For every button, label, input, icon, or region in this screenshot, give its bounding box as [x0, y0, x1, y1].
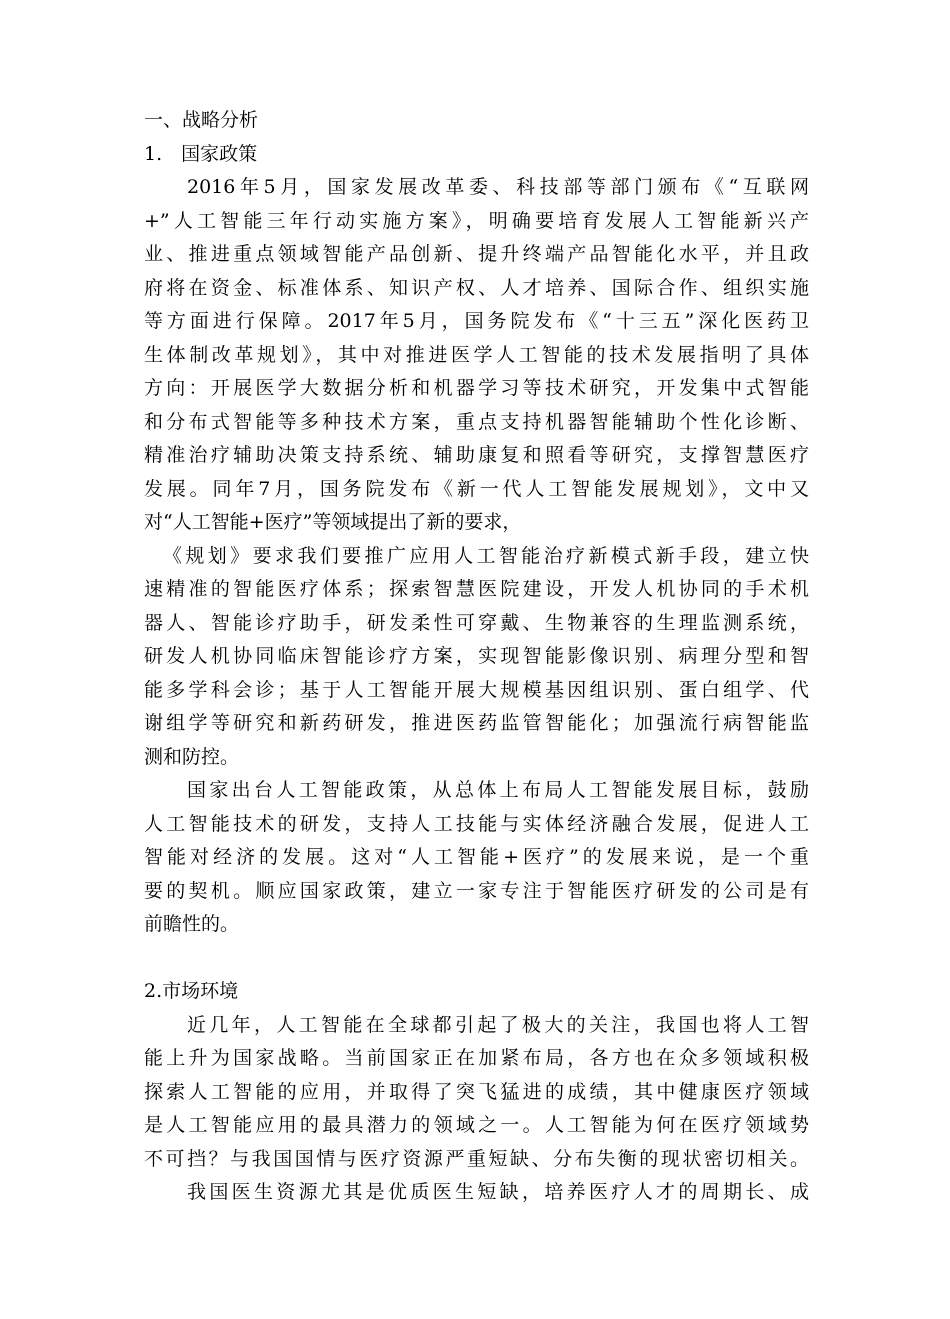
text-line: 智能对经济的发展。这对“人工智能+医疗”的发展来说，是一个重 — [144, 846, 809, 868]
paragraph-market-2 — [144, 1176, 809, 1210]
text-line: +”人工智能三年行动实施方案》，明确要培育发展人工智能新兴产 — [144, 209, 809, 232]
paragraph-market-1 — [144, 1009, 809, 1177]
text-line: 府将在资金、标准体系、知识产权、人才培养、国际合作、组织实施 — [144, 276, 809, 299]
text-line: 2016年5月，国家发展改革委、科技部等部门颁布《“互联网 — [187, 176, 809, 198]
text-line: 我国医生资源尤其是优质医生短缺，培养医疗人才的周期长、成 — [187, 1181, 809, 1203]
text-line: 能上升为国家战略。当前国家正在加紧布局，各方也在众多领域积极 — [144, 1047, 809, 1069]
text-line: 器人、智能诊疗助手，研发柔性可穿戴、生物兼容的生理监测系统， — [144, 611, 809, 634]
text-line: 生体制改革规划》，其中对推进医学人工智能的技术发展指明了具体 — [144, 343, 809, 366]
text-line: 对“人工智能+医疗”等领域提出了新的要求， — [144, 511, 522, 533]
document-page — [144, 104, 809, 1210]
paragraph-policy-1 — [144, 171, 809, 540]
text-line: 人工智能技术的研发，支持人工技能与实体经济融合发展，促进人工 — [144, 812, 809, 835]
text-line: 发展。同年7月，国务院发布《新一代人工智能发展规划》，文中又 — [144, 477, 809, 500]
text-line: 国家出台人工智能政策，从总体上布局人工智能发展目标，鼓励 — [187, 779, 809, 801]
text-line: 和分布式智能等多种技术方案，重点支持机器智能辅助个性化诊断、 — [144, 410, 809, 433]
text-line: 方向：开展医学大数据分析和机器学习等技术研究，开发集中式智能 — [144, 377, 809, 399]
subsection-title-market-environment: 2.市场环境 — [144, 980, 239, 1002]
subsection-title-national-policy: 1. 国家政策 — [144, 142, 258, 165]
text-line: 近几年，人工智能在全球都引起了极大的关注，我国也将人工智 — [187, 1013, 809, 1036]
text-line: 前瞻性的。 — [144, 913, 240, 935]
text-line: 《规划》要求我们要推广应用人工智能治疗新模式新手段，建立快 — [163, 544, 809, 567]
text-line: 速精准的智能医疗体系；探索智慧医院建设，开发人机协同的手术机 — [144, 578, 809, 600]
paragraph-policy-2 — [144, 540, 809, 775]
blank-line — [144, 942, 809, 976]
section-title: 一、战略分析 — [144, 109, 259, 131]
text-line: 能多学科会诊；基于人工智能开展大规模基因组识别、蛋白组学、代 — [144, 678, 809, 701]
text-line: 谢组学等研究和新药研发，推进医药监管智能化；加强流行病智能监 — [144, 712, 809, 734]
text-line: 不可挡？与我国国情与医疗资源严重短缺、分布失衡的现状密切相关。 — [144, 1147, 809, 1170]
text-line: 测和防控。 — [144, 745, 240, 768]
text-line: 研发人机协同临床智能诊疗方案，实现智能影像识别、病理分型和智 — [144, 645, 809, 667]
text-line: 等方面进行保障。2017年5月，国务院发布《“十三五”深化医药卫 — [144, 310, 809, 332]
text-line: 探索人工智能的应用，并取得了突飞猛进的成绩，其中健康医疗领域 — [144, 1080, 809, 1103]
text-line: 精准治疗辅助决策支持系统、辅助康复和照看等研究，支撑智慧医疗 — [144, 444, 809, 466]
text-line: 要的契机。顺应国家政策，建立一家专注于智能医疗研发的公司是有 — [144, 879, 809, 902]
paragraph-policy-3 — [144, 774, 809, 942]
text-line: 是人工智能应用的最具潜力的领域之一。人工智能为何在医疗领域势 — [144, 1114, 809, 1136]
text-line: 业、推进重点领域智能产品创新、提升终端产品智能化水平，并且政 — [144, 243, 809, 265]
